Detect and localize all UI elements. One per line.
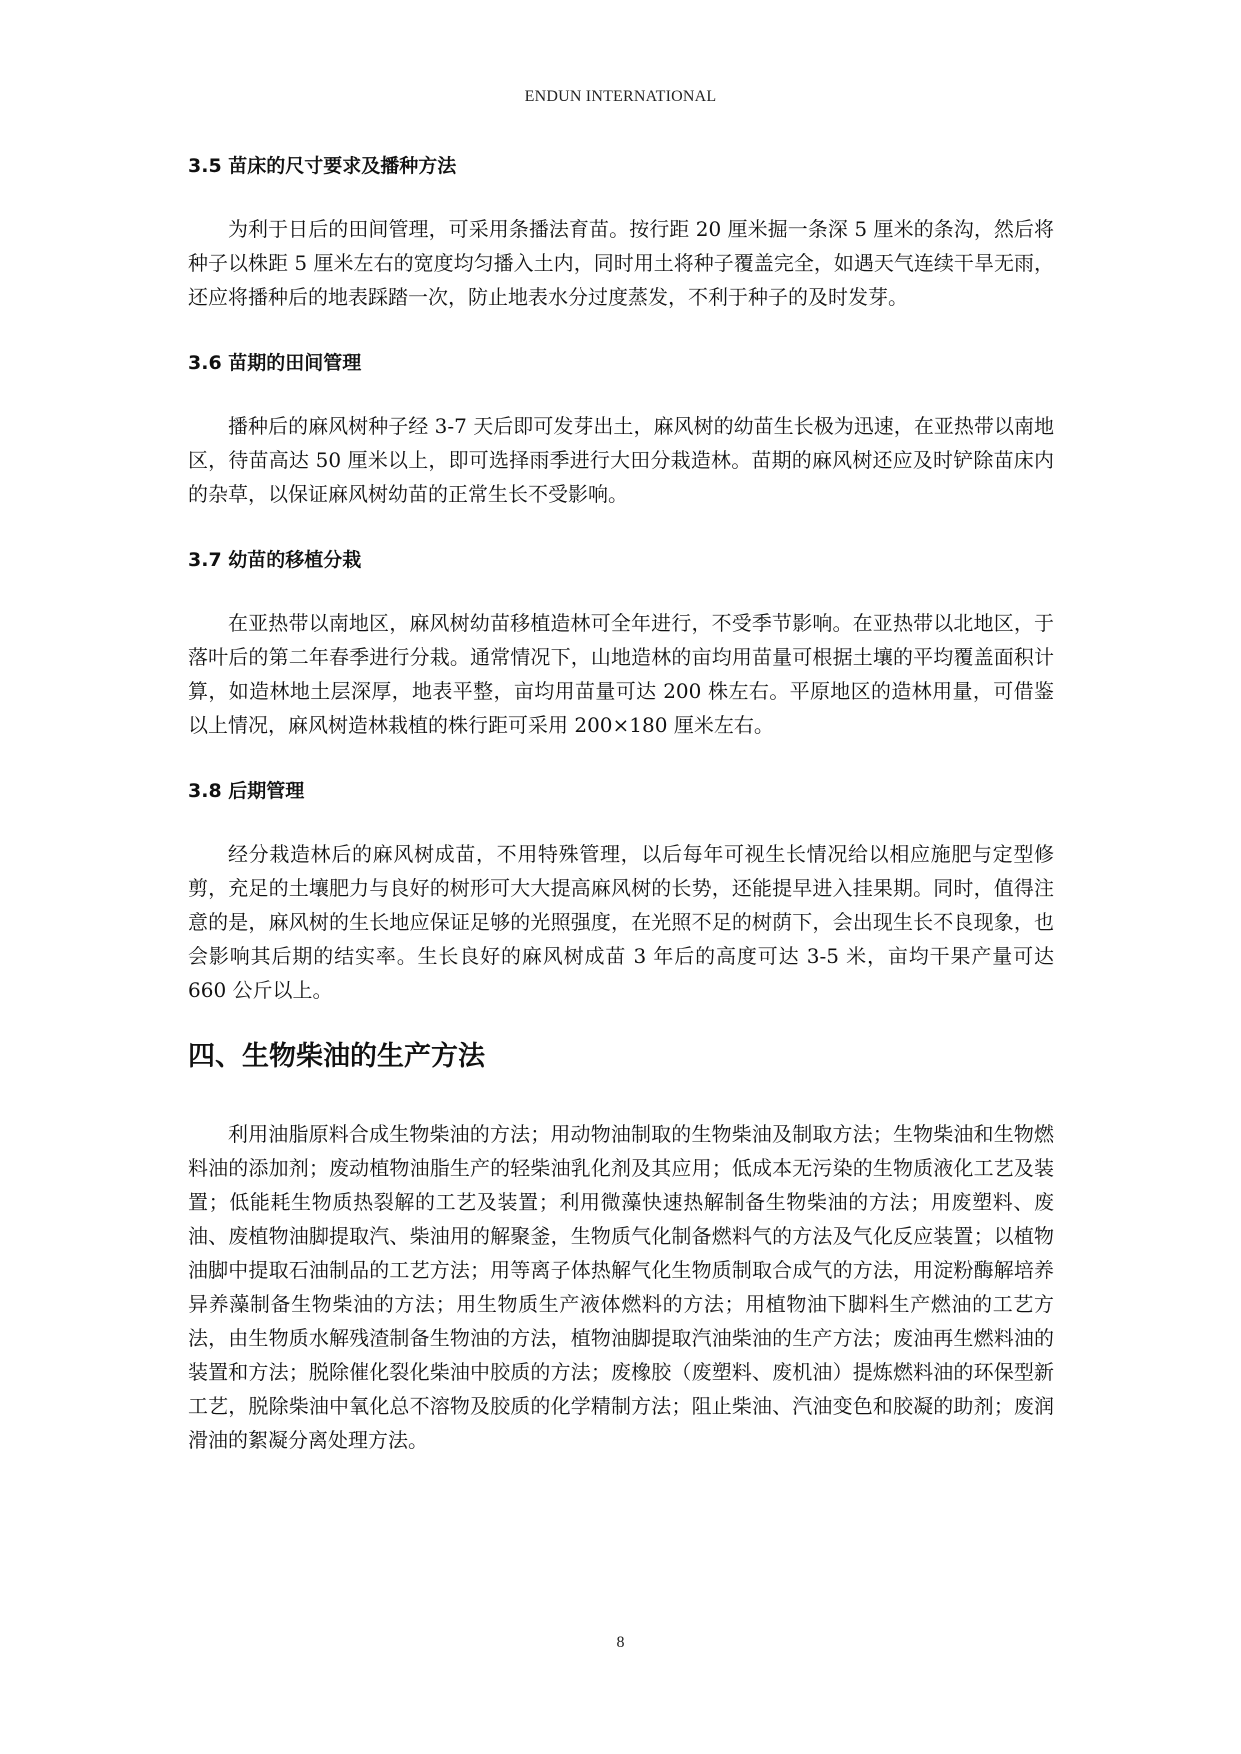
page-number: 8 — [616, 1634, 625, 1651]
section-heading-3-5: 3.5 苗床的尺寸要求及播种方法 — [188, 155, 457, 177]
chapter-body: 利用油脂原料合成生物柴油的方法；用动物油制取的生物柴油及制取方法；生物柴油和生物燃料油的添加剂；废动植物油脂生产的轻柴油乳化剂及其应用；低成本无污染的生物质液化工艺及装置；低能耗生物质热裂解的工艺及装置；利用微藻快速热解制备生物柴油的方法；用废塑料、废油、废植物油脚提取汽、柴油用的解聚釜，生物质气化制备燃料气的方法及气化反应装置；以植物油脚中提取石油制品的工艺方法；用等离子体热解气化生物质制取合成气的方法，用淀粉酶解培养异养藻制备生物柴油的方法；用生物质生产液体燃料的方法；用植物油下脚料生产燃油的工艺方法，由生物质水解残渣制备生物油的方法，植物油脚提取汽油柴油的生产方法；废油再生燃料油的装置和方法；脱除催化裂化柴油中胶质的方法；废橡胶（废塑料、废机油）提炼燃料油的环保型新工艺，脱除柴油中氧化总不溶物及胶质的化学精制方法；阻止柴油、汽油变色和胶凝的助剂；废润滑油的絮凝分离处理方法。 — [188, 1122, 1054, 1452]
section-body-3-7: 在亚热带以南地区，麻风树幼苗移植造林可全年进行，不受季节影响。在亚热带以北地区，于落叶后的第二年春季进行分栽。通常情况下，山地造林的亩均用苗量可根据土壤的平均覆盖面积计算，如造林地土层深厚，地表平整，亩均用苗量可达 200 株左右。平原地区的造林用量，可借鉴以上情况，麻风树造林栽植的株行距可采用 200×180 厘米左右。 — [188, 611, 1054, 737]
chapter-heading: 四、生物柴油的生产方法 — [188, 1041, 485, 1072]
section-heading-3-7: 3.7 幼苗的移植分栽 — [188, 549, 362, 571]
page-header: ENDUN INTERNATIONAL — [524, 88, 717, 105]
section-body-3-5: 为利于日后的田间管理，可采用条播法育苗。按行距 20 厘米掘一条深 5 厘米的条沟，然后将种子以株距 5 厘米左右的宽度均匀播入土内，同时用土将种子覆盖完全，如遇天气连续干旱无雨，还应将播种后的地表踩踏一次，防止地表水分过度蒸发，不利于种子的及时发芽。 — [188, 217, 1054, 309]
page-content — [188, 152, 1054, 1457]
section-heading-3-8: 3.8 后期管理 — [188, 780, 305, 802]
section-heading-3-6: 3.6 苗期的田间管理 — [188, 352, 362, 374]
section-body-3-6: 播种后的麻风树种子经 3-7 天后即可发芽出土，麻风树的幼苗生长极为迅速，在亚热带以南地区，待苗高达 50 厘米以上，即可选择雨季进行大田分栽造林。苗期的麻风树还应及时铲除苗床内的杂草，以保证麻风树幼苗的正常生长不受影响。 — [188, 414, 1054, 506]
section-body-3-8: 经分栽造林后的麻风树成苗，不用特殊管理，以后每年可视生长情况给以相应施肥与定型修剪，充足的土壤肥力与良好的树形可大大提高麻风树的长势，还能提早进入挂果期。同时，值得注意的是，麻风树的生长地应保证足够的光照强度，在光照不足的树荫下，会出现生长不良现象，也会影响其后期的结实率。生长良好的麻风树成苗 3 年后的高度可达 3-5 米，亩均干果产量可达 660 公斤以上。 — [188, 842, 1054, 1002]
